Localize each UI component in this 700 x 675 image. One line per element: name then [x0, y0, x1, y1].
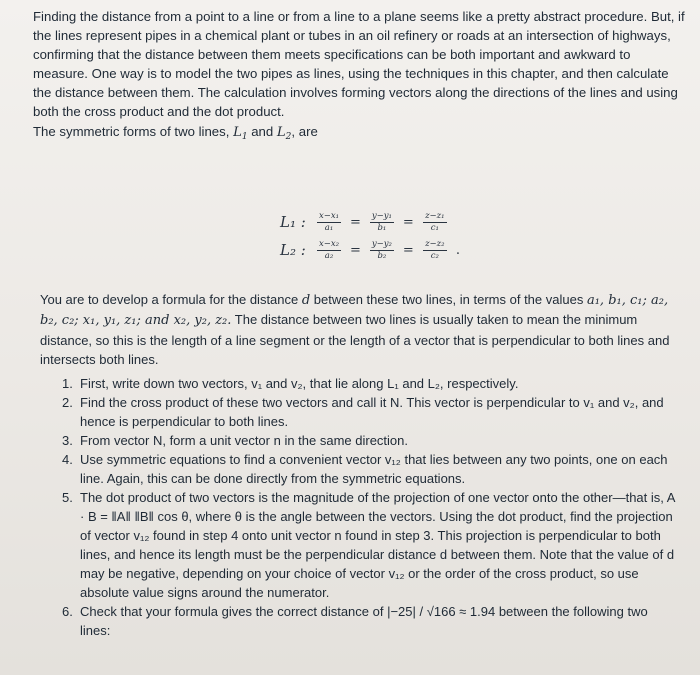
step-text: First, write down two vectors, v₁ and v₂, that lie along L₁ and L₂, respectively.: [80, 376, 519, 391]
step-text: The dot product of two vectors is the magnitude of the projection of one vector onto the other—that is, A · B = ‖A‖ ‖B‖ cos θ, where θ is the angle between the vectors. Using the dot product, find the projection of vector v₁₂ found in step 4 onto unit vector n found in step 3. This projection is perpendicular to both lines, and hence its length must be the perpendicular distance d between them. Note that the value of d may be negative, depending on your choice of vector v₁₂ or the order of the cross product, so use absolute value signs around the numerator.: [80, 490, 675, 600]
list-item: [62, 450, 677, 488]
fraction-numerator: y−y₂: [371, 238, 392, 249]
fraction-numerator: y−y₁: [371, 210, 392, 221]
equation-l1-label: L₁ :: [280, 213, 306, 231]
equals-sign: =: [402, 214, 414, 230]
equation-l1: [280, 208, 464, 236]
intro-paragraph: Finding the distance from a point to a line or from a line to a plane seems like a pretty abstract procedure. But, if the lines represent pipes in a chemical plant or tubes in an oil refinery or roads at an intersection of highways, confirming that the distance between them meets specifications can be both important and awkward to measure. One way is to model the two pipes as lines, using the techniques in this chapter, and then calculate the distance between them. The calculation involves forming vectors along the directions of the lines and using both the cross product and the dot product.: [33, 9, 685, 119]
step-text: From vector N, form a unit vector n in the same direction.: [80, 433, 409, 448]
list-item: [62, 393, 677, 431]
fraction-y1: [365, 211, 399, 234]
steps-list: [62, 374, 677, 640]
equation-l2: [280, 236, 464, 264]
fraction-x2: [312, 239, 346, 262]
fraction-numerator: z−z₁: [425, 210, 445, 221]
step-text: Use symmetric equations to find a convenient vector v₁₂ that lies between any two points, one on each line. Again, this can be done directly from the symmetric equations.: [80, 452, 668, 486]
list-item: [62, 602, 677, 640]
step-number: 4.: [62, 452, 73, 467]
and-text: and: [247, 124, 277, 139]
problem-text-a: You are to develop a formula for the distance: [40, 292, 302, 307]
list-item: [62, 374, 677, 393]
step-number: 3.: [62, 433, 73, 448]
fraction-denominator: b₂: [377, 250, 387, 261]
equals-sign: =: [350, 214, 361, 230]
fraction-z1: [418, 211, 452, 234]
line-l2-label: $L_2$: [276, 125, 292, 142]
problem-paragraph: [40, 290, 680, 369]
symmetric-forms-line: [33, 122, 688, 147]
equation-period: .: [455, 242, 460, 258]
step-text: Find the cross product of these two vectors and call it N. This vector is perpendicular to v₁ and v₂, and hence is perpendicular to both lines.: [80, 395, 664, 429]
list-item: [62, 431, 677, 450]
step-number: 6.: [62, 604, 73, 619]
fraction-y2: [365, 239, 399, 262]
fraction-numerator: z−z₂: [425, 238, 445, 249]
equals-sign: =: [350, 242, 361, 258]
intro-section: [33, 7, 688, 147]
step-number: 5.: [62, 490, 73, 505]
fraction-numerator: x−x₁: [318, 210, 340, 221]
symmetric-equations: [280, 208, 464, 264]
fraction-denominator: c₁: [430, 222, 439, 233]
fraction-z2: [418, 239, 452, 262]
problem-statement: [40, 290, 680, 369]
problem-text-b: between these two lines, in terms of the values: [310, 292, 584, 307]
step-number: 1.: [62, 376, 73, 391]
step-number: 2.: [62, 395, 73, 410]
line-l1-label: $L_1$: [233, 125, 248, 142]
are-text: , are: [291, 124, 318, 139]
fraction-x1: [312, 211, 346, 234]
list-item: [62, 488, 677, 602]
problem-text-c: The distance between two lines is usually taken to mean the minimum distance, so this is the length of a line segment or the length of a vector that is perpendicular to both lines and intersects both lines.: [40, 312, 670, 367]
fraction-denominator: b₁: [377, 222, 387, 233]
equation-l2-label: L₂ :: [280, 241, 306, 259]
fraction-denominator: c₂: [430, 250, 439, 261]
variable-list: a₁, b₁, c₁; a₂, b₂, c₂; x₁, y₁, z₁; and x₂, y₂, z₂.: [40, 293, 669, 329]
fraction-numerator: x−x₂: [318, 238, 340, 249]
step-text: Check that your formula gives the correct distance of |−25| / √166 ≈ 1.94 between the following two lines:: [80, 604, 648, 638]
symmetric-prefix: The symmetric forms of two lines,: [33, 124, 234, 139]
fraction-denominator: a₂: [324, 250, 334, 261]
equals-sign: =: [402, 242, 414, 258]
fraction-denominator: a₁: [324, 222, 334, 233]
distance-symbol: d: [301, 293, 311, 308]
